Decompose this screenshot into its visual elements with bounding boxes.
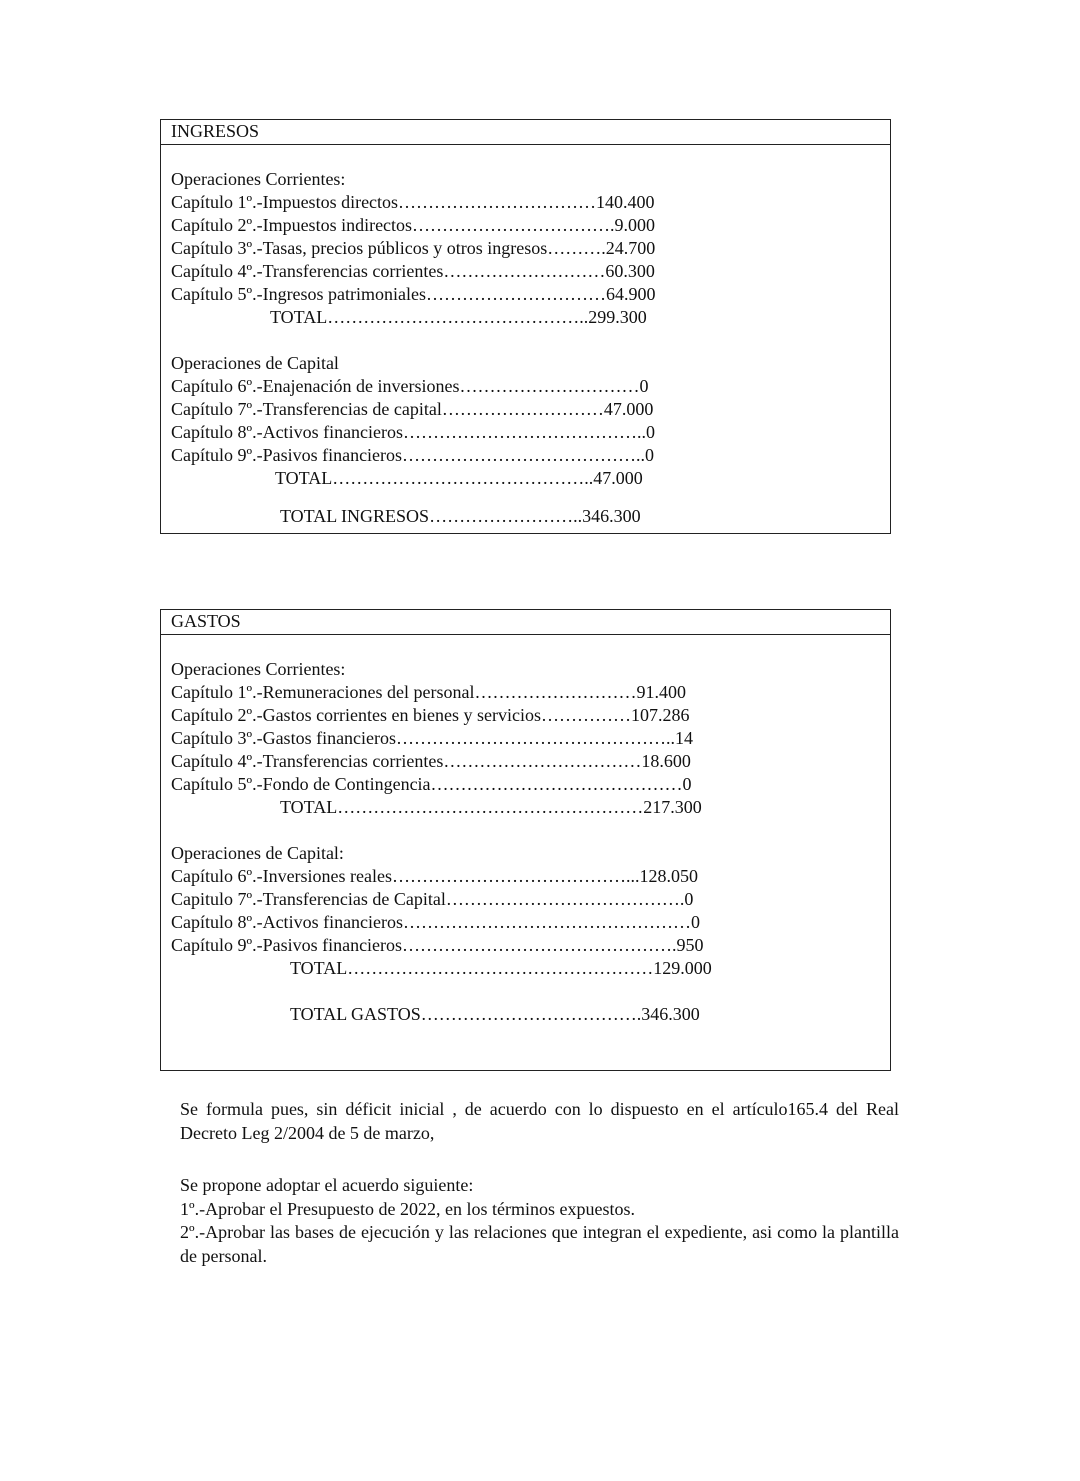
ingresos-capital-total: TOTAL……………………………………..47.000 <box>275 468 643 488</box>
gastos-corrientes-item: Capítulo 2º.-Gastos corrientes en bienes y servicios……………107.286 <box>171 705 690 725</box>
gastos-grand-total: TOTAL GASTOS……………………………….346.300 <box>290 1004 700 1024</box>
gastos-corrientes-item: Capítulo 4º.-Transferencias corrientes……………………………18.600 <box>171 751 691 771</box>
ingresos-corrientes-title: Operaciones Corrientes: <box>171 169 346 189</box>
gastos-corrientes-item: Capítulo 3º.-Gastos financieros………………………………………..14 <box>171 728 694 748</box>
gastos-body <box>161 635 890 1026</box>
ingresos-capital-item: Capítulo 7º.-Transferencias de capital………………………47.000 <box>171 399 654 419</box>
ingresos-corrientes-item: Capítulo 5º.-Ingresos patrimoniales…………………………64.900 <box>171 284 656 304</box>
gastos-corrientes-title: Operaciones Corrientes: <box>171 659 346 679</box>
gastos-corrientes-item: Capítulo 5º.-Fondo de Contingencia……………………………………0 <box>171 774 692 794</box>
ingresos-corrientes-item: Capítulo 3º.-Tasas, precios públicos y otros ingresos……….24.700 <box>171 238 656 258</box>
proposal-item-2: 2º.-Aprobar las bases de ejecución y las relaciones que integran el expediente, asi como la plantilla de personal. <box>180 1222 899 1266</box>
gastos-capital-total: TOTAL……………………………………………129.000 <box>290 958 712 978</box>
proposal-item-1: 1º.-Aprobar el Presupuesto de 2022, en los términos expuestos. <box>180 1198 636 1219</box>
ingresos-header: INGRESOS <box>161 120 890 145</box>
ingresos-corrientes-item: Capítulo 4º.-Transferencias corrientes………………………60.300 <box>171 261 655 281</box>
gastos-capital-title: Operaciones de Capital: <box>171 843 344 863</box>
gastos-corrientes-total: TOTAL……………………………………………217.300 <box>280 797 702 817</box>
ingresos-capital-item: Capítulo 8º.-Activos financieros…………………………………..0 <box>171 422 656 442</box>
ingresos-capital-title: Operaciones de Capital <box>171 353 339 373</box>
gastos-header: GASTOS <box>161 610 890 635</box>
ingresos-corrientes-item: Capítulo 1º.-Impuestos directos……………………………140.400 <box>171 192 655 212</box>
gastos-capital-item: Capítulo 9º.-Pasivos financieros……………………………………….950 <box>171 935 704 955</box>
gastos-capital-item: Capítulo 8º.-Activos financieros…………………………………………0 <box>171 912 701 932</box>
ingresos-grand-total: TOTAL INGRESOS……………………..346.300 <box>280 506 641 526</box>
ingresos-capital-item: Capítulo 9º.-Pasivos financieros…………………………………..0 <box>171 445 655 465</box>
proposal-intro: Se propone adoptar el acuerdo siguiente: <box>180 1175 474 1195</box>
ingresos-box <box>160 119 891 534</box>
proposal-block <box>180 1174 899 1268</box>
gastos-corrientes-item: Capítulo 1º.-Remuneraciones del personal………………………91.400 <box>171 682 686 702</box>
ingresos-corrientes-item: Capítulo 2º.-Impuestos indirectos…………………………….9.000 <box>171 215 656 235</box>
ingresos-body <box>161 145 890 528</box>
ingresos-capital-item: Capítulo 6º.-Enajenación de inversiones…………………………0 <box>171 376 649 396</box>
gastos-box <box>160 609 891 1071</box>
gastos-capital-item: Capítulo 6º.-Inversiones reales…………………………………...128.050 <box>171 866 699 886</box>
gastos-capital-item: Capitulo 7º.-Transferencias de Capital………………………………….0 <box>171 889 694 909</box>
ingresos-corrientes-total: TOTAL……………………………………..299.300 <box>270 307 647 327</box>
paragraph-deficit: Se formula pues, sin déficit inicial , de acuerdo con lo dispuesto en el artículo165.4 del Real Decreto Leg 2/2004 de 5 de marzo, <box>180 1099 899 1143</box>
